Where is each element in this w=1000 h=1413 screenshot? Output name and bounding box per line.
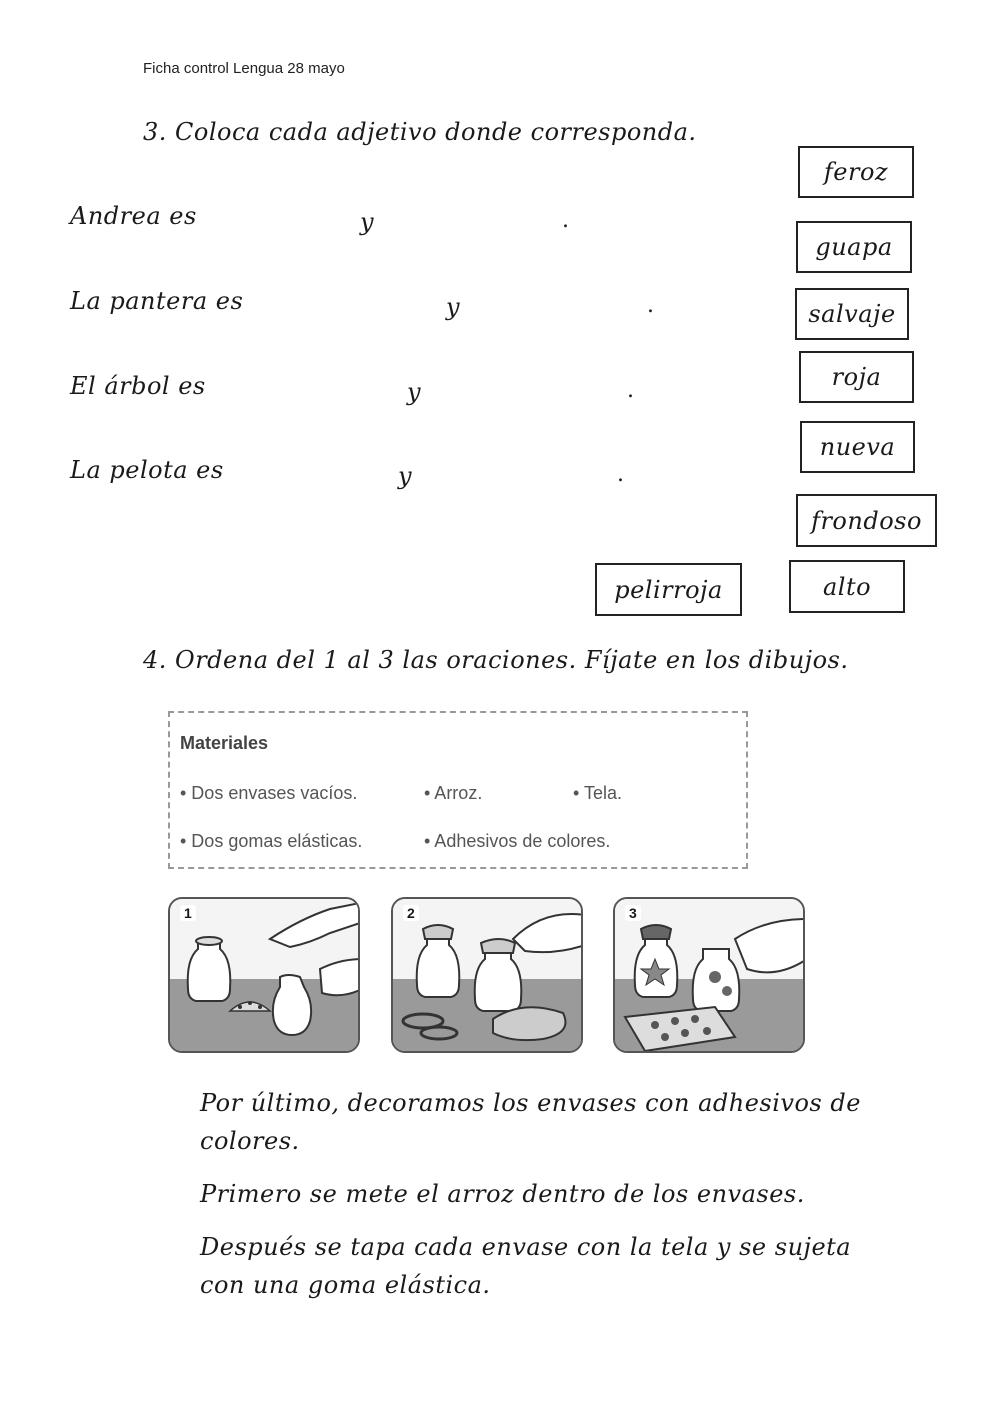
adjective-card-pelirroja[interactable]: pelirroja: [595, 563, 742, 616]
adjective-card-guapa[interactable]: guapa: [796, 221, 912, 273]
decorate-jars-illustration: [615, 899, 805, 1053]
illustration-panel-1: [168, 897, 360, 1053]
conjunction-y: y: [446, 293, 461, 321]
sentence-arbol: El árbol es: [70, 372, 206, 400]
material-item: • Dos gomas elásticas.: [180, 831, 363, 851]
order-sentence: Después se tapa cada envase con la tela y se sujeta con una goma elástica.: [200, 1233, 852, 1299]
panel-number: 3: [625, 905, 641, 921]
period: .: [562, 208, 569, 233]
conjunction-y: y: [398, 462, 413, 490]
adjective-card-feroz[interactable]: feroz: [798, 146, 914, 198]
sentence-pantera: La pantera es: [70, 287, 244, 315]
adjective-card-alto[interactable]: alto: [789, 560, 905, 613]
adjective-card-salvaje[interactable]: salvaje: [795, 288, 909, 340]
order-sentence: Primero se mete el arroz dentro de los envases.: [200, 1180, 805, 1208]
adjective-card-roja[interactable]: roja: [799, 351, 914, 403]
period: .: [627, 378, 634, 403]
panel-number: 2: [403, 905, 419, 921]
order-sentence: Por último, decoramos los envases con adhesivos de colores.: [200, 1089, 861, 1155]
adjective-card-nueva[interactable]: nueva: [800, 421, 915, 473]
adjective-card-frondoso[interactable]: frondoso: [796, 494, 937, 547]
conjunction-y: y: [360, 208, 375, 236]
material-item: • Tela.: [573, 783, 622, 803]
conjunction-y: y: [407, 378, 422, 406]
page-header: Ficha control Lengua 28 mayo: [143, 60, 345, 77]
illustration-panel-3: [613, 897, 805, 1053]
period: .: [647, 293, 654, 318]
exercise-3-title: 3. Coloca cada adjetivo donde corresponda.: [143, 118, 697, 146]
materials-box: [168, 711, 748, 869]
rice-pouring-illustration: [170, 899, 360, 1053]
material-item: • Dos envases vacíos.: [180, 783, 358, 803]
sentence-andrea: Andrea es: [70, 202, 197, 230]
panel-number: 1: [180, 905, 196, 921]
period: .: [617, 462, 624, 487]
sentence-pelota: La pelota es: [70, 456, 224, 484]
material-item: • Arroz.: [424, 783, 483, 803]
cover-jars-illustration: [393, 899, 583, 1053]
illustration-panel-2: [391, 897, 583, 1053]
material-item: • Adhesivos de colores.: [424, 831, 611, 851]
exercise-4-title: 4. Ordena del 1 al 3 las oraciones. Fíjate en los dibujos.: [143, 646, 849, 674]
materials-title: Materiales: [180, 733, 269, 753]
